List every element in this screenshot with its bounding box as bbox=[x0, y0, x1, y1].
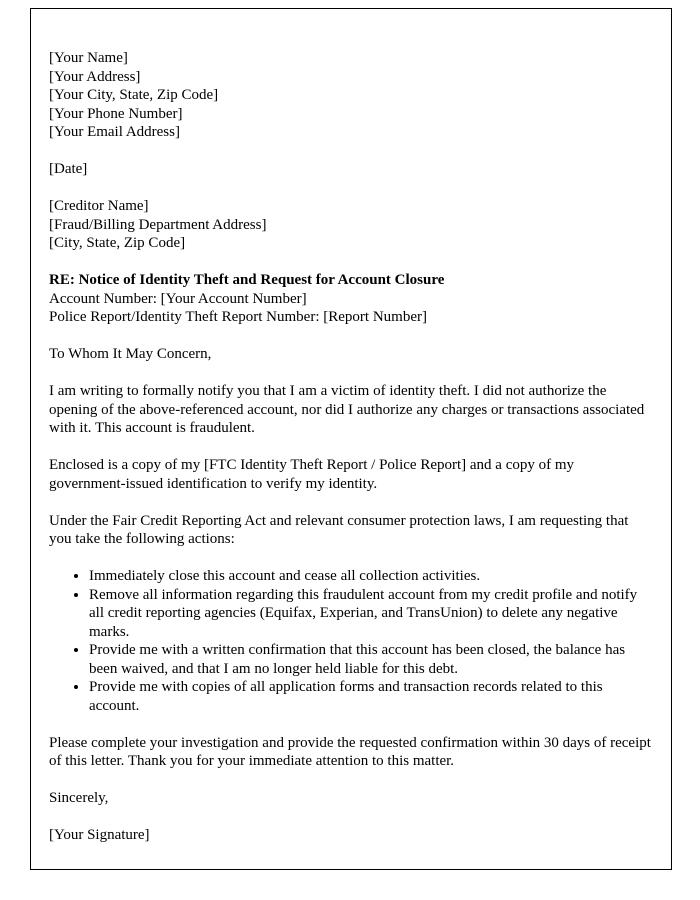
bullet-item: • Provide me with copies of all application forms and transaction records related to this account. bbox=[89, 678, 653, 715]
signature-line: [Your Signature] bbox=[49, 827, 150, 843]
signoff: Sincerely, bbox=[49, 790, 109, 806]
recipient-line: [Creditor Name] bbox=[49, 198, 149, 214]
bullet-item: • Remove all information regarding this fraudulent account from my credit profile and notify all credit reporting agencies (Equifax, Experian, and TransUnion) to delete any negative marks. bbox=[89, 586, 653, 642]
signoff-block bbox=[49, 789, 653, 808]
closing-paragraph: Please complete your investigation and provide the requested confirmation within 30 days of receipt of this letter. Thank you for your immediate attention to this matter. bbox=[49, 734, 651, 769]
date-block bbox=[49, 160, 653, 179]
reference-line-account: Account Number: [Your Account Number] bbox=[49, 290, 307, 307]
recipient-line: [Fraud/Billing Department Address] bbox=[49, 216, 267, 233]
sender-line: [Your Email Address] bbox=[49, 124, 180, 140]
closing-paragraph-block bbox=[49, 734, 653, 771]
sender-line: [Your Name] bbox=[49, 50, 128, 66]
signature-block bbox=[49, 826, 653, 845]
sender-line: [Your Address] bbox=[49, 68, 141, 85]
subject-block bbox=[49, 271, 653, 327]
body-paragraph-2 bbox=[49, 456, 653, 493]
sender-line: [Your Phone Number] bbox=[49, 105, 183, 122]
recipient-block bbox=[49, 197, 653, 253]
body-paragraph: I am writing to formally notify you that I am a victim of identity theft. I did not authorize the opening of the above-referenced account, nor did I authorize any charges or transactions associated with it. This account is fraudulent. bbox=[49, 383, 645, 436]
bullet-item: • Provide me with a written confirmation that this account has been closed, the balance has been waived, and that I am no longer held liable for this debt. bbox=[89, 641, 653, 678]
reference-line-report: Police Report/Identity Theft Report Number: [Report Number] bbox=[49, 309, 427, 325]
body-paragraph: Enclosed is a copy of my [FTC Identity Theft Report / Police Report] and a copy of my government-issued identification to verify my identity. bbox=[49, 457, 575, 492]
salutation: To Whom It May Concern, bbox=[49, 346, 212, 362]
letter-sheet bbox=[30, 8, 672, 870]
subject-line: RE: Notice of Identity Theft and Request for Account Closure bbox=[49, 272, 445, 288]
date-line: [Date] bbox=[49, 161, 88, 177]
salutation-block bbox=[49, 345, 653, 364]
bullet-item: • Immediately close this account and cease all collection activities. bbox=[89, 567, 653, 586]
sender-block bbox=[49, 49, 653, 142]
body-paragraph: Under the Fair Credit Reporting Act and relevant consumer protection laws, I am requesting that you take the following actions: bbox=[49, 512, 629, 547]
sender-line: [Your City, State, Zip Code] bbox=[49, 87, 219, 103]
recipient-line: [City, State, Zip Code] bbox=[49, 235, 186, 251]
body-paragraph-1 bbox=[49, 382, 653, 438]
body-paragraph-3 bbox=[49, 512, 653, 549]
request-bullet-list bbox=[49, 567, 653, 715]
